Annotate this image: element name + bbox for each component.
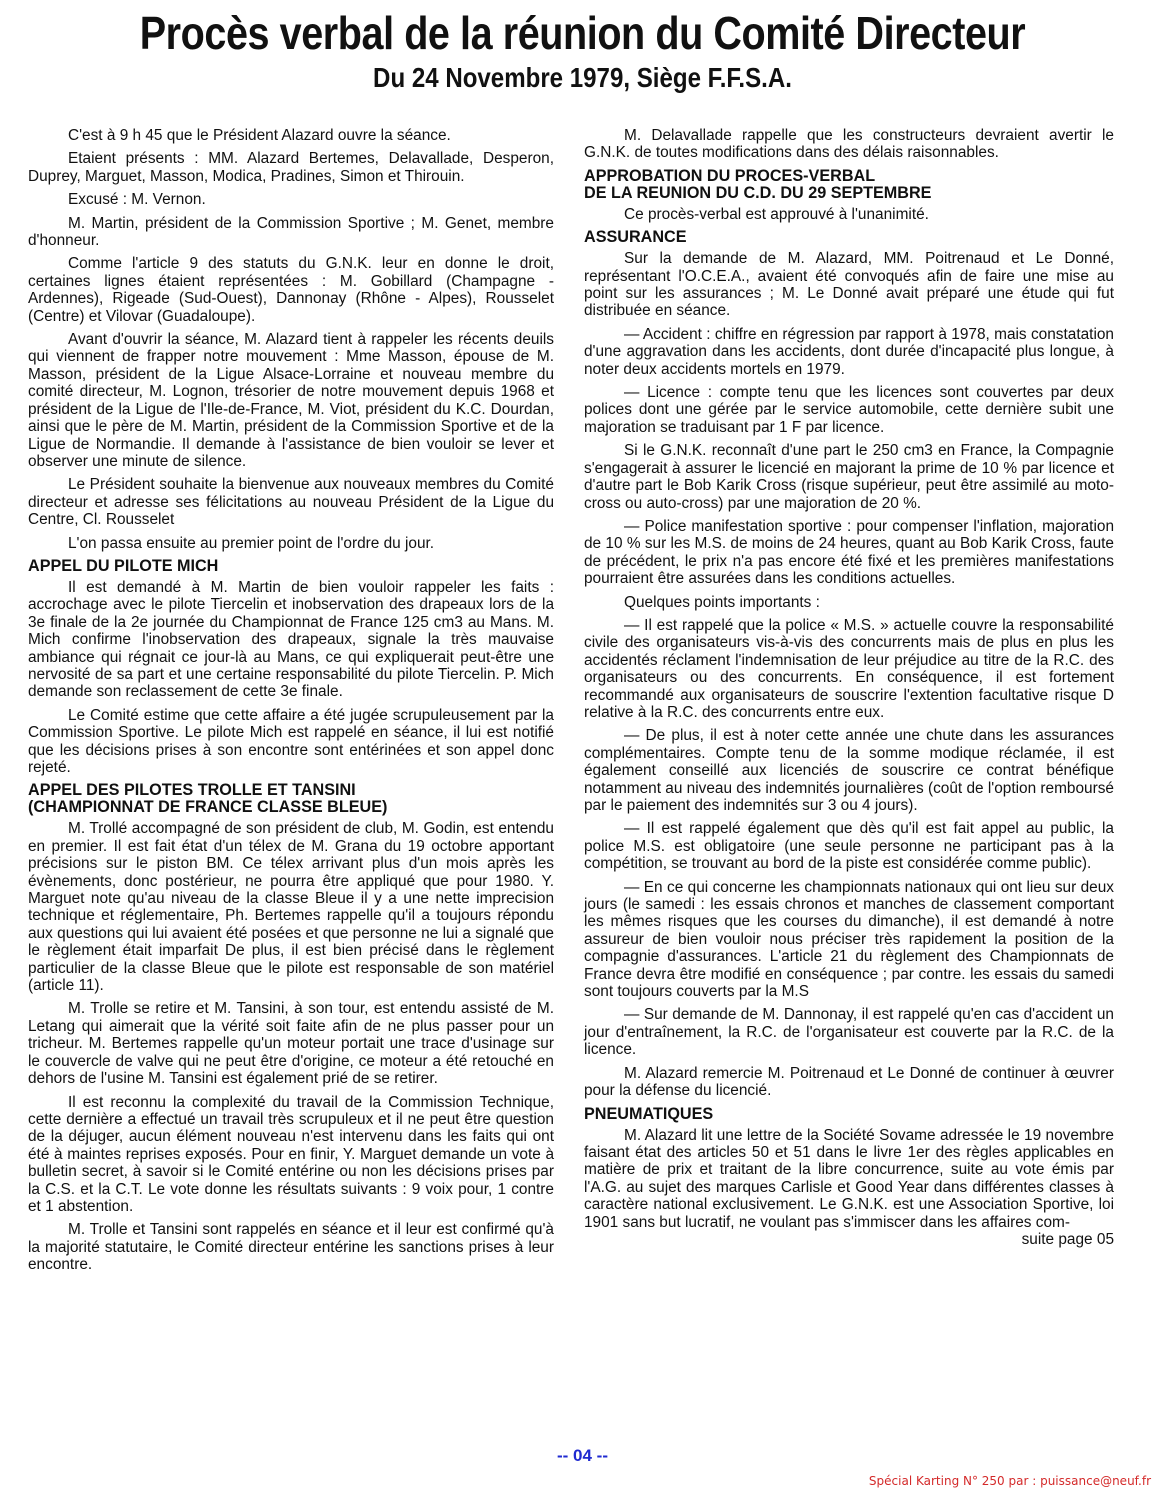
paragraph: Ce procès-verbal est approuvé à l'unanimité.: [624, 205, 929, 223]
paragraph: — Accident : chiffre en régression par rapport à 1978, mais constatation d'une aggravation dans les accidents, dont durée d'incapacité plus longue, à noter deux accidents mortels en 1979.: [584, 325, 1114, 378]
paragraph: — Il est rappelé également que dès qu'il est fait appel au public, la police M.S. est obligatoire (une seule personne ne participant pas à la compétition, se trouvant au bord de la piste est considérée comme public).: [584, 820, 1114, 873]
paragraph: — En ce qui concerne les championnats nationaux qui ont lieu sur deux jours (le samedi : les essais chronos et manches de classement comportant les mêmes risques que les courses du dimanche), il est demandé à notre assureur de bien vouloir nous préciser très rapidement la position de la compagnie d'assurances. L'article 21 du règlement des Championnats de France devra être modifié en conséquence ; par contre. les essais du samedi sont toujours couverts par la M.S: [584, 878, 1114, 1001]
paragraph: Il est demandé à M. Martin de bien vouloir rappeler les faits : accrochage avec le pilote Tiercelin et inobservation des drapeaux lors de la 3e finale de la 2e journée du Championnat de France 125 cm3 au Mans. M. Mich confirme l'inobservation des drapeaux, signale la très mauvaise ambiance qui régnait ce jour-là au Mans, ce qui expliquerait peut-être une nervosité de sa part et une certaine responsabilité du pilote Tiercelin. P. Mich demande son reclassement de cette 3e finale.: [28, 578, 554, 701]
right-column: [584, 127, 1114, 1254]
paragraph: Excusé : M. Vernon.: [68, 191, 206, 209]
paragraph: — Police manifestation sportive : pour compenser l'inflation, majoration de 10 % sur les M.S. de moins de 24 heures, quant au Bob Karik Cross, faute de précédent, le prix n'a pas encore été fixé et les premières manifestations pourraient être assurées dans les conditions actuelles.: [584, 517, 1114, 588]
section-heading-mich: APPEL DU PILOTE MICH: [28, 556, 219, 575]
paragraph: Sur la demande de M. Alazard, MM. Poitrenaud et Le Donné, représentant l'O.C.E.A., avaient été convoqués afin de faire une mise au point sur les assurances ; M. Le Donné avait préparé une étude qui fut distribuée en séance.: [584, 250, 1114, 320]
credit-line: Spécial Karting N° 250 par : puissance@neuf.fr: [868, 1474, 1151, 1488]
page-title: Procès verbal de la réunion du Comité Directeur: [139, 7, 1026, 59]
paragraph: Quelques points importants :: [624, 593, 820, 611]
section-heading-approbation-line1: APPROBATION DU PROCES-VERBAL: [584, 166, 876, 185]
paragraph: — Il est rappelé que la police « M.S. » actuelle couvre la responsabilité civile des organisateurs vis-à-vis des concurrents mais de plus en plus les accidentés réclament l'indemnisation de leur préjudice au titre de la R.C. des organisateurs ou des concurrents. En conséquence, il est fortement recommandé aux organisateurs de souscrire l'extention facultative risque D relative à la R.C. des concurrents entre eux.: [584, 616, 1114, 721]
paragraph: Si le G.N.K. reconnaît d'une part le 250 cm3 en France, la Compagnie s'engagerait à assurer le licencié en majorant la prime de 10 % par licence et d'autre part le Bob Karik Cross (risque supérieur, peut être assimilé au moto-cross ou auto-cross) par une majoration de 20 %.: [584, 442, 1114, 512]
page-number: -- 04 --: [557, 1446, 608, 1465]
paragraph: Il est reconnu la complexité du travail de la Commission Technique, cette dernière a effectué un travail très scrupuleux et il ne peut être question de la déjuger, aucun élément nouveau n'est intervenu dans les faits qui ont été à maintes reprises exposés. Pour en finir, Y. Marguet demande un vote à bulletin secret, à savoir si le Comité entérine ou non les décisions prises par la C.S. et la C.T. Le vote donne les résultats suivants : 9 voix pour, 1 contre et 1 abstention.: [28, 1093, 554, 1215]
left-column: [28, 127, 554, 1280]
section-heading-trolle-line1: APPEL DES PILOTES TROLLE ET TANSINI: [28, 781, 356, 800]
paragraph: Le Comité estime que cette affaire a été jugée scrupuleusement par la Commission Sportive. Le pilote Mich est rappelé en séance, il lui est notifié que les décisions prises à son encontre sont entérinées et son appel donc rejeté.: [28, 706, 554, 776]
paragraph: C'est à 9 h 45 que le Président Alazard ouvre la séance.: [68, 127, 451, 144]
paragraph: — Sur demande de M. Dannonay, il est rappelé qu'en cas d'accident un jour d'entraînement, la R.C. de l'organisateur est couverte par la R.C. de la licence.: [584, 1006, 1114, 1059]
paragraph: M. Trolle et Tansini sont rappelés en séance et il leur est confirmé qu'à la majorité statutaire, le Comité directeur entérine les sanctions prises à leur encontre.: [28, 1221, 554, 1274]
paragraph: — De plus, il est à noter cette année une chute dans les assurances complémentaires. Compte tenu de la somme modique réclamée, il est également conseillé aux licenciés de souscrire ce contrat bénéfique notamment au niveau des indemnités journalières (coût de l'option remboursé par le paiement des indemnités sur 3 ou 4 jours).: [584, 727, 1114, 814]
section-heading-approbation: [584, 168, 1114, 202]
paragraph: M. Alazard remercie M. Poitrenaud et Le Donné de continuer à œuvrer pour la défense du licencié.: [584, 1064, 1114, 1100]
section-heading-assurance: ASSURANCE: [584, 228, 687, 247]
section-heading-pneumatiques: PNEUMATIQUES: [584, 1104, 714, 1123]
paragraph: — Licence : compte tenu que les licences sont couvertes par deux polices dont une gérée par le service automobile, cette dernière subit une majoration se traduisant par 1 F par licence.: [584, 384, 1114, 436]
paragraph: M. Trollé accompagné de son président de club, M. Godin, est entendu en premier. Il est fait état d'un télex de M. Grana du 19 octobre apportant précisions sur le piston BM. Ce télex arrivant plus d'un mois après les évènements, donc postérieur, ne pourra être appliqué que pour 1980. Y. Marguet note qu'au niveau de la classe Bleue il y a une nette imprecision technique et réglementaire, Ph. Bertemes rappelle qu'il a toujours répondu aux questions qui lui avaient été posées et que personne ne lui a signalé que le règlement était imparfait De plus, il est bien précisé dans le règlement particulier de la classe Bleue que le pilote est responsable de son matériel (article 11).: [28, 820, 554, 995]
paragraph: M. Delavallade rappelle que les constructeurs devraient avertir le G.N.K. de toutes modifications dans des délais raisonnables.: [584, 127, 1114, 162]
section-heading-approbation-line2: DE LA REUNION DU C.D. DU 29 SEPTEMBRE: [584, 183, 932, 202]
section-heading-trolle-line2: (CHAMPIONNAT DE FRANCE CLASSE BLEUE): [28, 798, 388, 817]
paragraph: L'on passa ensuite au premier point de l'ordre du jour.: [68, 534, 435, 552]
continuation-note: suite page 05: [1021, 1230, 1114, 1248]
section-heading-trolle: [28, 782, 554, 816]
paragraph: Le Président souhaite la bienvenue aux nouveaux membres du Comité directeur et adresse ses félicitations au nouveau Président de la Ligue du Centre, Cl. Rousselet: [28, 476, 554, 529]
paragraph: Comme l'article 9 des statuts du G.N.K. leur en donne le droit, certaines lignes étaient représentées : M. Gobillard (Champagne - Ardennes), Rigeade (Sud-Ouest), Dannonay (Rhône - Alpes), Rousselet (Centre) et Vilovar (Guadaloupe).: [28, 255, 554, 325]
paragraph: Etaient présents : MM. Alazard Bertemes, Delavallade, Desperon, Duprey, Marguet, Masson, Modica, Pradines, Simon et Thirouin.: [28, 150, 554, 185]
paragraph: M. Alazard lit une lettre de la Société Sovame adressée le 19 novembre faisant état des articles 50 et 51 dans le livre 1er des règles applicables en matière de prix et traitant de la libre concurrence, suite au vote émis par l'A.G. au sujet des marques Carlisle et Good Year dans différentes classes à caractère national exclusivement. Le G.N.K. est une Association Sportive, loi 1901 sans but lucratif, ne voulant pas s'immiscer dans les affaires com-: [584, 1126, 1114, 1231]
paragraph: M. Martin, président de la Commission Sportive ; M. Genet, membre d'honneur.: [28, 214, 554, 250]
paragraph: M. Trolle se retire et M. Tansini, à son tour, est entendu assisté de M. Letang qui aimerait que la vérité soit faite afin de ne plus passer pour un tricheur. M. Bertemes rappelle qu'un moteur portait une trace d'usinage sur le couvercle de valve qui ne peut être d'origine, ce moteur a été retouché en dehors de l'usine M. Tansini est également prié de se retirer.: [28, 1000, 554, 1088]
paragraph: Avant d'ouvrir la séance, M. Alazard tient à rappeler les récents deuils qui viennent de frapper notre mouvement : Mme Masson, épouse de M. Masson, président de la Ligue Alsace-Lorraine et nouveau membre du comité directeur, M. Lognon, trésorier de notre mouvement depuis 1968 et président de la Ligue de l'Ile-de-France, M. Viot, président du K.C. Dourdan, ainsi que le père de M. Martin, président de la Commission Sportive et de la Ligue de Normandie. Il demande à l'assistance de bien vouloir se lever et observer une minute de silence.: [28, 331, 554, 470]
page-subtitle: Du 24 Novembre 1979, Siège F.F.S.A.: [373, 62, 792, 93]
